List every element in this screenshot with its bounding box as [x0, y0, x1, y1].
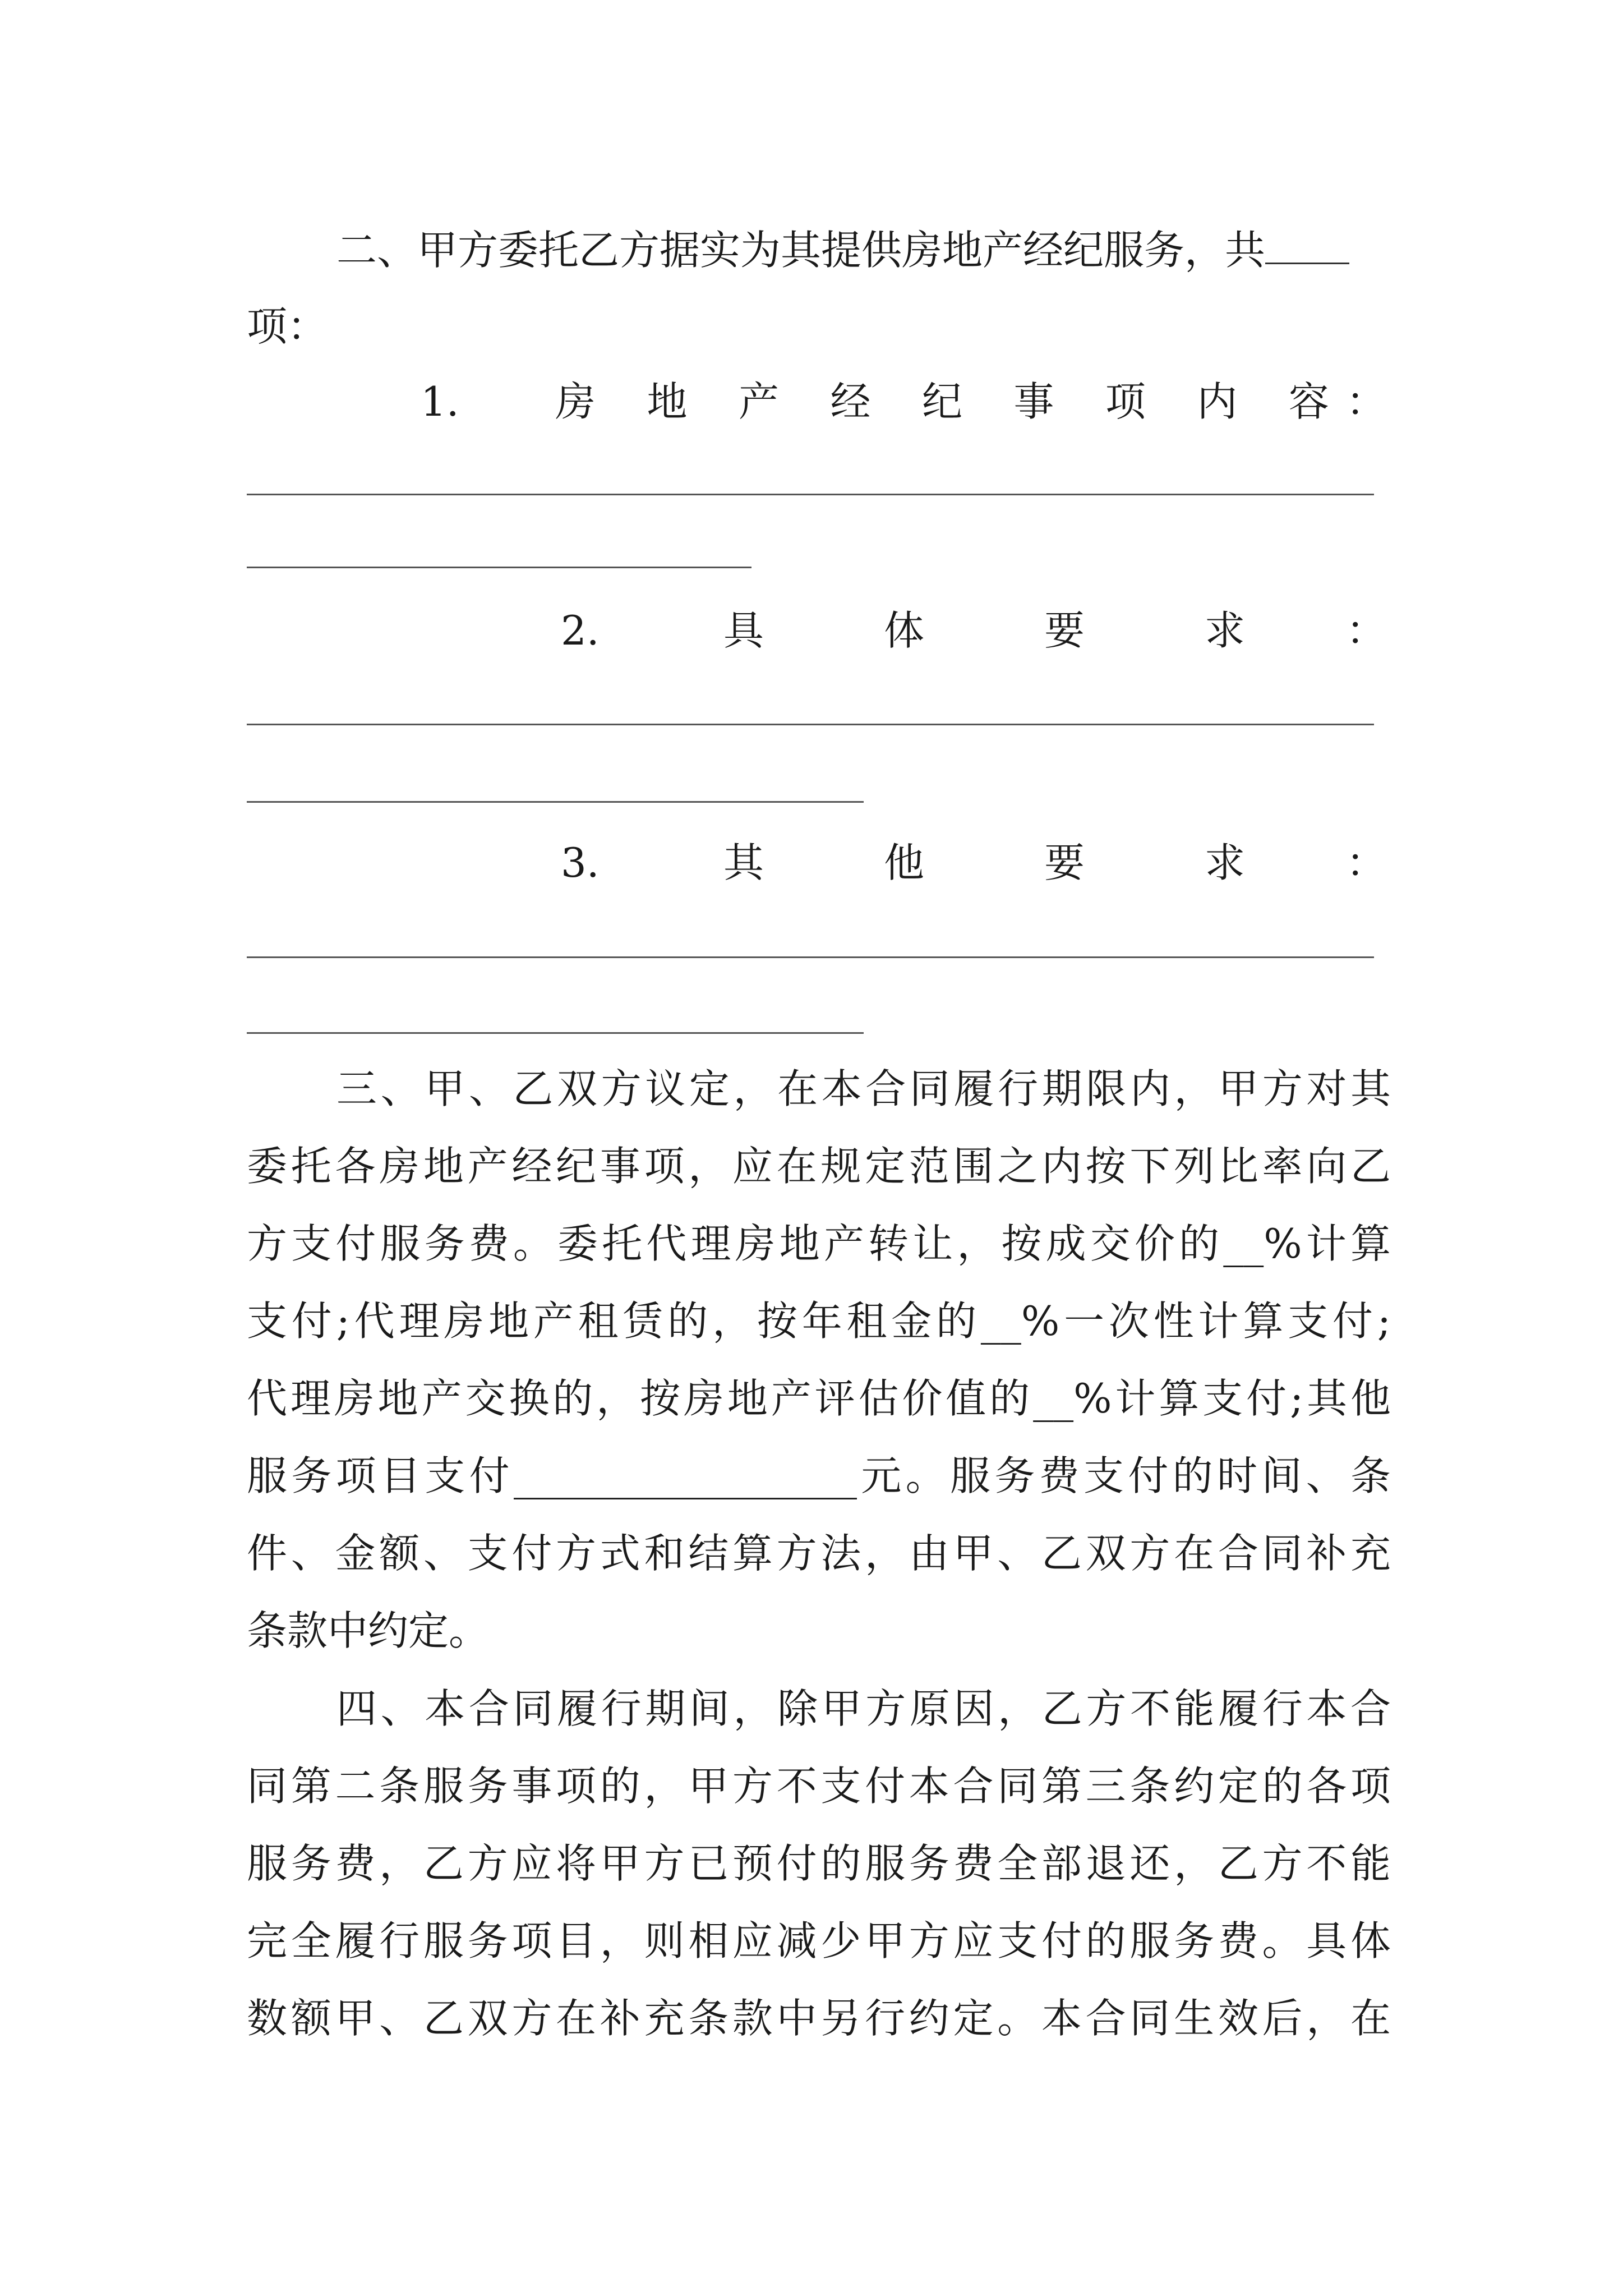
item2-label-text-char: 体: [883, 607, 924, 654]
item1-label-text-char: 房: [555, 378, 596, 425]
clause3-line: 代理房地产交换的，按房地产评估价值的__%计算支付;其他: [247, 1375, 1391, 1422]
clause3-line: 条款中约定。: [247, 1607, 490, 1654]
item2-answer-line-1[interactable]: [247, 724, 1374, 725]
item3-label-text-char: 其: [723, 839, 764, 886]
item3-answer-line-1[interactable]: [247, 956, 1374, 958]
item2-label-text-char: 求: [1204, 607, 1245, 654]
item1-answer-line-2[interactable]: [247, 567, 751, 568]
item3-label-text-char: 要: [1044, 839, 1085, 886]
clause2-line1-text: 二、甲方委托乙方据实为其提供房地产经纪服务，共: [336, 227, 1266, 274]
item-count-blank[interactable]: [1265, 229, 1349, 264]
clause3-line: 三、甲、乙双方议定，在本合同履行期限内，甲方对其: [336, 1065, 1391, 1112]
clause3-line: 服务项目支付_________________元。服务费支付的时间、条: [247, 1452, 1391, 1499]
item3-answer-line-2[interactable]: [247, 1032, 864, 1034]
clause2-line2: 项：: [247, 303, 328, 350]
item1-label-text-char: 地: [647, 378, 688, 425]
item1-label-text-char: 容: [1288, 378, 1329, 425]
clause4-line: 完全履行服务项目，则相应减少甲方应支付的服务费。具体: [247, 1917, 1391, 1964]
item2-answer-line-2[interactable]: [247, 801, 864, 803]
item1-label-text-char: 经: [830, 378, 871, 425]
item3-number: 3.: [561, 839, 600, 886]
item2-label: [723, 607, 1245, 654]
item1-number: 1.: [421, 378, 459, 425]
clause4-line: 四、本合同履行期间，除甲方原因，乙方不能履行本合: [336, 1685, 1391, 1732]
clause3-line: 支付;代理房地产租赁的，按年租金的__%一次性计算支付;: [247, 1297, 1391, 1345]
item2-colon: ：: [1346, 607, 1387, 654]
item1-label-text-char: 项: [1105, 378, 1146, 425]
item1-label: [555, 378, 1329, 425]
item1-answer-line-1[interactable]: [247, 494, 1374, 495]
item1-label-text-char: 产: [738, 378, 779, 425]
clause3-line: 件、金额、支付方式和结算方法，由甲、乙双方在合同补充: [247, 1530, 1391, 1577]
item2-number: 2.: [561, 607, 600, 654]
clause2-line1: [336, 227, 1349, 274]
item1-colon: ：: [1346, 378, 1387, 425]
item3-label-text-char: 求: [1204, 839, 1245, 886]
item2-label-text-char: 要: [1044, 607, 1085, 654]
clause3-line: 委托各房地产经纪事项，应在规定范围之内按下列比率向乙: [247, 1143, 1391, 1190]
clause4-line: 服务费，乙方应将甲方已预付的服务费全部退还，乙方不能: [247, 1840, 1391, 1887]
item3-label-text-char: 他: [883, 839, 924, 886]
item1-label-text-char: 事: [1013, 378, 1054, 425]
clause4-line: 同第二条服务事项的，甲方不支付本合同第三条约定的各项: [247, 1763, 1391, 1810]
item1-label-text-char: 内: [1197, 378, 1238, 425]
item1-label-text-char: 纪: [921, 378, 962, 425]
item3-colon: ：: [1346, 839, 1387, 886]
clause4-line: 数额甲、乙双方在补充条款中另行约定。本合同生效后，在: [247, 1995, 1391, 2042]
item3-label: [723, 839, 1245, 886]
clause3-line: 方支付服务费。委托代理房地产转让，按成交价的__%计算: [247, 1220, 1391, 1267]
item2-label-text-char: 具: [723, 607, 764, 654]
